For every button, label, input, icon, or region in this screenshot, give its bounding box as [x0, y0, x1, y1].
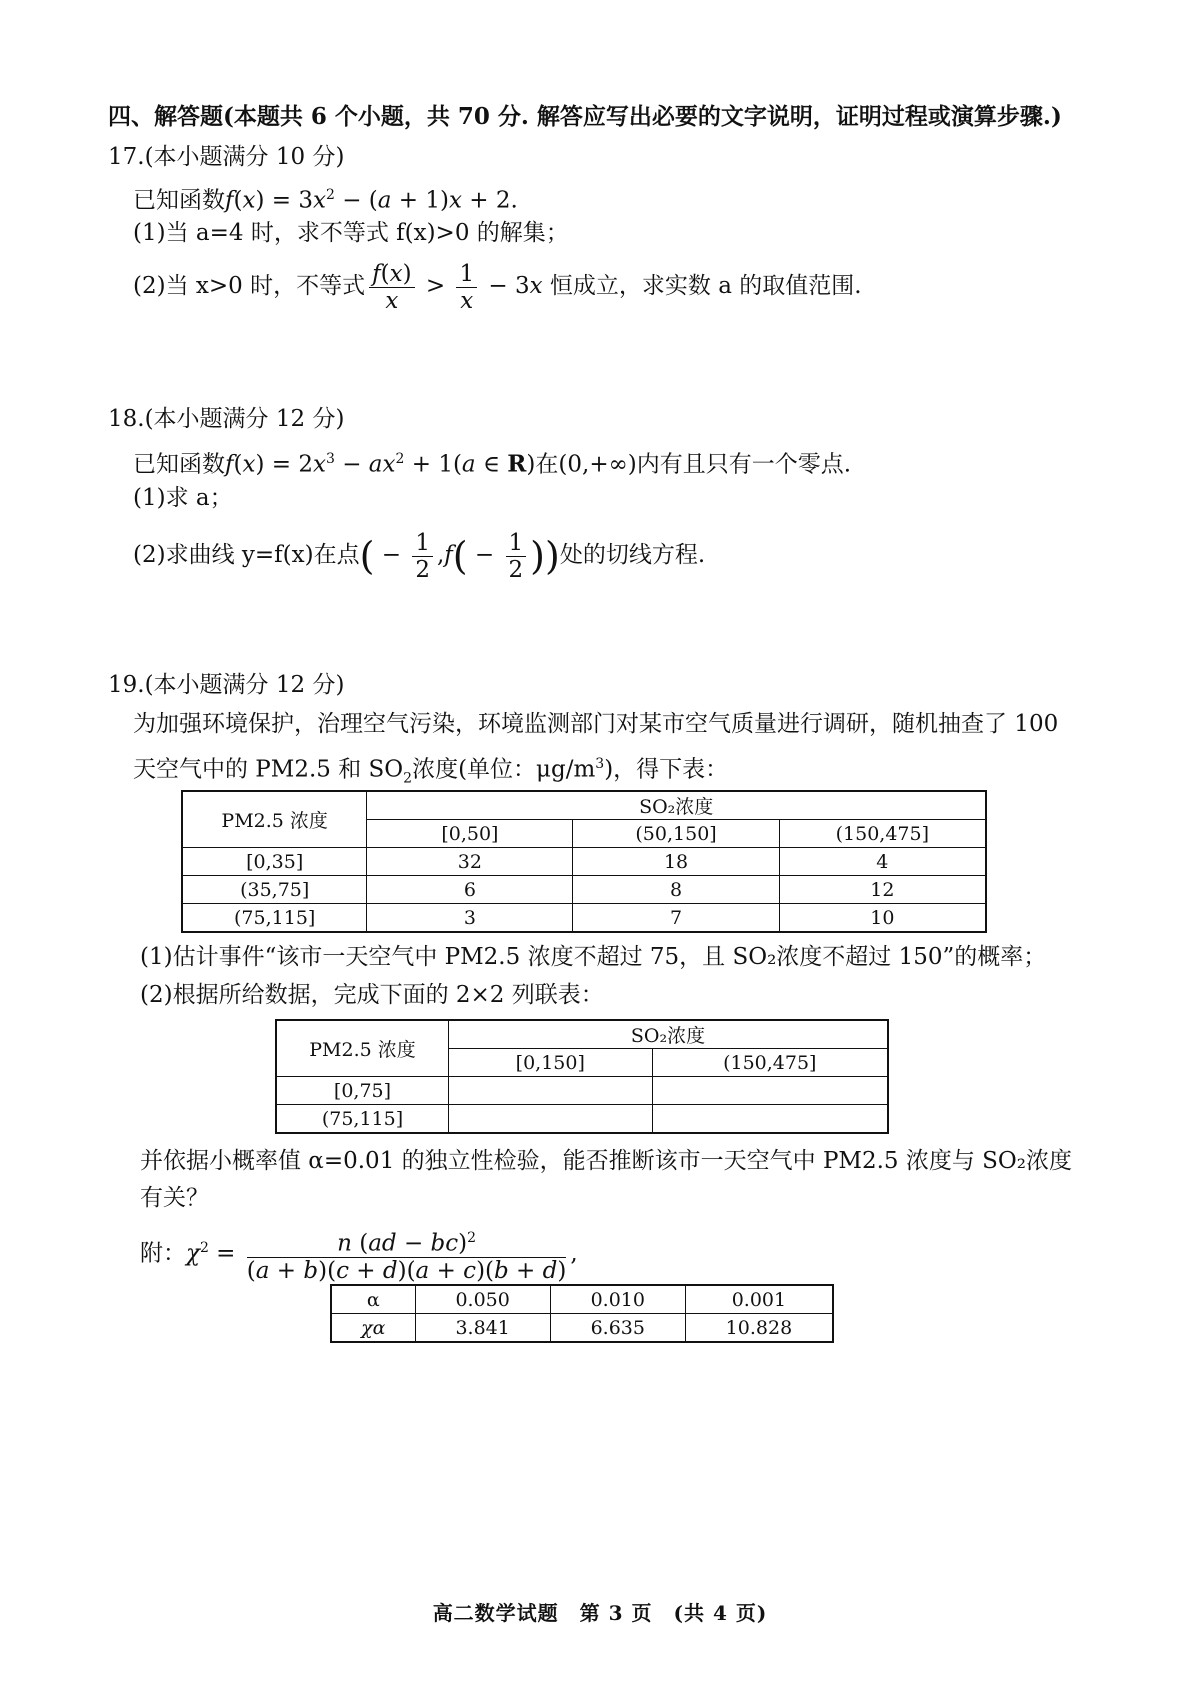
- t2-col-group: SO₂浓度: [449, 1020, 889, 1049]
- t2-row-label: [0,75]: [276, 1077, 449, 1105]
- t2-row-label: (75,115]: [276, 1105, 449, 1134]
- t1-cell: 3: [367, 904, 573, 933]
- t1-cell: 7: [573, 904, 779, 933]
- t1-cell: 18: [573, 848, 779, 876]
- t2-col-1: (150,475]: [652, 1049, 888, 1077]
- table-row: [182, 876, 986, 904]
- chi-square-fraction: $\frac{n (ad - bc)^2}{(a + b)(c + d)(a + c)(b + d)}$: [247, 1225, 567, 1284]
- table-row: [182, 848, 986, 876]
- q18-part2: (2)求曲线 y=f(x)在点( − $\frac{1}{2}$ ,f( − $\frac{1}{2}$ ))处的切线方程.: [133, 529, 706, 583]
- q19-test-line2: 有关？: [140, 1185, 209, 1211]
- t1-col-2: (150,475]: [779, 820, 986, 848]
- t1-row-label: [0,35]: [182, 848, 367, 876]
- t1-cell: 8: [573, 876, 779, 904]
- t2-blank-cell[interactable]: [449, 1105, 653, 1134]
- t1-cell: 6: [367, 876, 573, 904]
- table-row: [331, 1314, 833, 1343]
- t1-cell: 10: [779, 904, 986, 933]
- fraction-1-over-x: $\frac{1}{x}$: [456, 261, 477, 314]
- fraction-fx-over-x: $\frac{f(x)}{x}$: [369, 261, 414, 314]
- t3-cell: 3.841: [415, 1314, 550, 1343]
- q19-appendix-formula: 附：$\chi^2$ = $\frac{n (ad - bc)^2}{(a + b)(c + d)(a + c)(b + d)}$ ,: [140, 1218, 578, 1284]
- t1-cell: 32: [367, 848, 573, 876]
- t3-cell: 10.828: [685, 1314, 833, 1343]
- q17-stem-prefix: 已知函数: [133, 187, 225, 214]
- q19-part2: (2)根据所给数据，完成下面的 2×2 列联表：: [140, 982, 604, 1008]
- q19-stem-line1: 为加强环境保护，治理空气污染，环境监测部门对某市空气质量进行调研，随机抽查了 100: [133, 711, 1059, 737]
- t1-row-label: (75,115]: [182, 904, 367, 933]
- t2-blank-cell[interactable]: [652, 1105, 888, 1134]
- t1-col-0: [0,50]: [367, 820, 573, 848]
- q18-part2-suffix: 处的切线方程.: [559, 542, 706, 568]
- q19-stem-line2-c: )，得下表：: [604, 756, 729, 783]
- q19-stem-line2-b: 浓度(单位：μg/m: [412, 756, 596, 783]
- t2-blank-cell[interactable]: [449, 1077, 653, 1105]
- table-row: [331, 1285, 833, 1314]
- t1-cell: 12: [779, 876, 986, 904]
- t1-cell: 4: [779, 848, 986, 876]
- q17-stem: 已知函数$f(x) = 3x^2 - (a + 1)x + 2$.: [133, 187, 518, 214]
- t3-cell: 0.001: [685, 1285, 833, 1314]
- t3-cell: 0.050: [415, 1285, 550, 1314]
- q17-part2-prefix: (2)当 x>0 时，不等式: [133, 273, 366, 299]
- t3-chi-label: [331, 1314, 415, 1343]
- t2-blank-cell[interactable]: [652, 1077, 888, 1105]
- t1-row-label: (35,75]: [182, 876, 367, 904]
- q18-head: 18.(本小题满分 12 分): [108, 406, 345, 432]
- q19-part1: (1)估计事件“该市一天空气中 PM2.5 浓度不超过 75，且 SO₂浓度不超过 150”的概率；: [140, 944, 1047, 970]
- table-2x2-contingency: [275, 1019, 889, 1134]
- q17-part2: (2)当 x>0 时，不等式 $\frac{f(x)}{x}$ > $\frac{1}{x}$ − 3x 恒成立，求实数 a 的取值范围.: [133, 260, 862, 314]
- t3-cell: 0.010: [550, 1285, 685, 1314]
- q18-part2-prefix: (2)求曲线 y=f(x)在点: [133, 542, 360, 568]
- q19-stem-line2-a: 天空气中的 PM2.5 和 SO: [133, 756, 404, 783]
- table-row: [276, 1105, 888, 1134]
- table-pm25-so2: [181, 790, 987, 933]
- q19-stem-line2: 天空气中的 PM2.5 和 $SO_2$浓度(单位：$\mu g/m^3$)，得下表：: [133, 756, 729, 787]
- table-row: [276, 1077, 888, 1105]
- appendix-label: 附：: [140, 1240, 186, 1267]
- table-critical-values: [330, 1284, 834, 1343]
- t2-col-0: [0,150]: [449, 1049, 653, 1077]
- t3-chi-label-text: χα: [361, 1316, 386, 1339]
- t1-col-1: (50,150]: [573, 820, 779, 848]
- table-row: [182, 904, 986, 933]
- q19-head: 19.(本小题满分 12 分): [108, 672, 345, 698]
- t1-row-header: PM2.5 浓度: [182, 791, 367, 848]
- section-header: 四、解答题(本题共 6 个小题，共 70 分. 解答应写出必要的文字说明，证明过程或演算步骤.): [108, 103, 1062, 130]
- q18-part1: (1)求 a；: [133, 485, 233, 511]
- q17-part2-suffix: 恒成立，求实数 a 的取值范围.: [549, 273, 862, 299]
- page-footer: 高二数学试题 第 3 页 (共 4 页): [432, 1601, 768, 1625]
- t3-cell: 6.635: [550, 1314, 685, 1343]
- t3-alpha-label: α: [331, 1285, 415, 1314]
- q18-stem: 已知函数$f(x) = 2x^3 - ax^2 + 1(a$ ∈ R)在(0,+∞)内有且只有一个零点.: [133, 450, 852, 478]
- q17-head: 17.(本小题满分 10 分): [108, 144, 345, 170]
- t2-row-header: PM2.5 浓度: [276, 1020, 449, 1077]
- q19-test-line1: 并依据小概率值 α=0.01 的独立性检验，能否推断该市一天空气中 PM2.5 浓度与 SO₂浓度: [140, 1148, 1073, 1174]
- q17-part1: (1)当 a=4 时，求不等式 f(x)>0 的解集；: [133, 220, 569, 246]
- t1-col-group: SO₂浓度: [367, 791, 986, 820]
- q18-stem-suffix: 在(0,+∞)内有且只有一个零点.: [535, 451, 852, 478]
